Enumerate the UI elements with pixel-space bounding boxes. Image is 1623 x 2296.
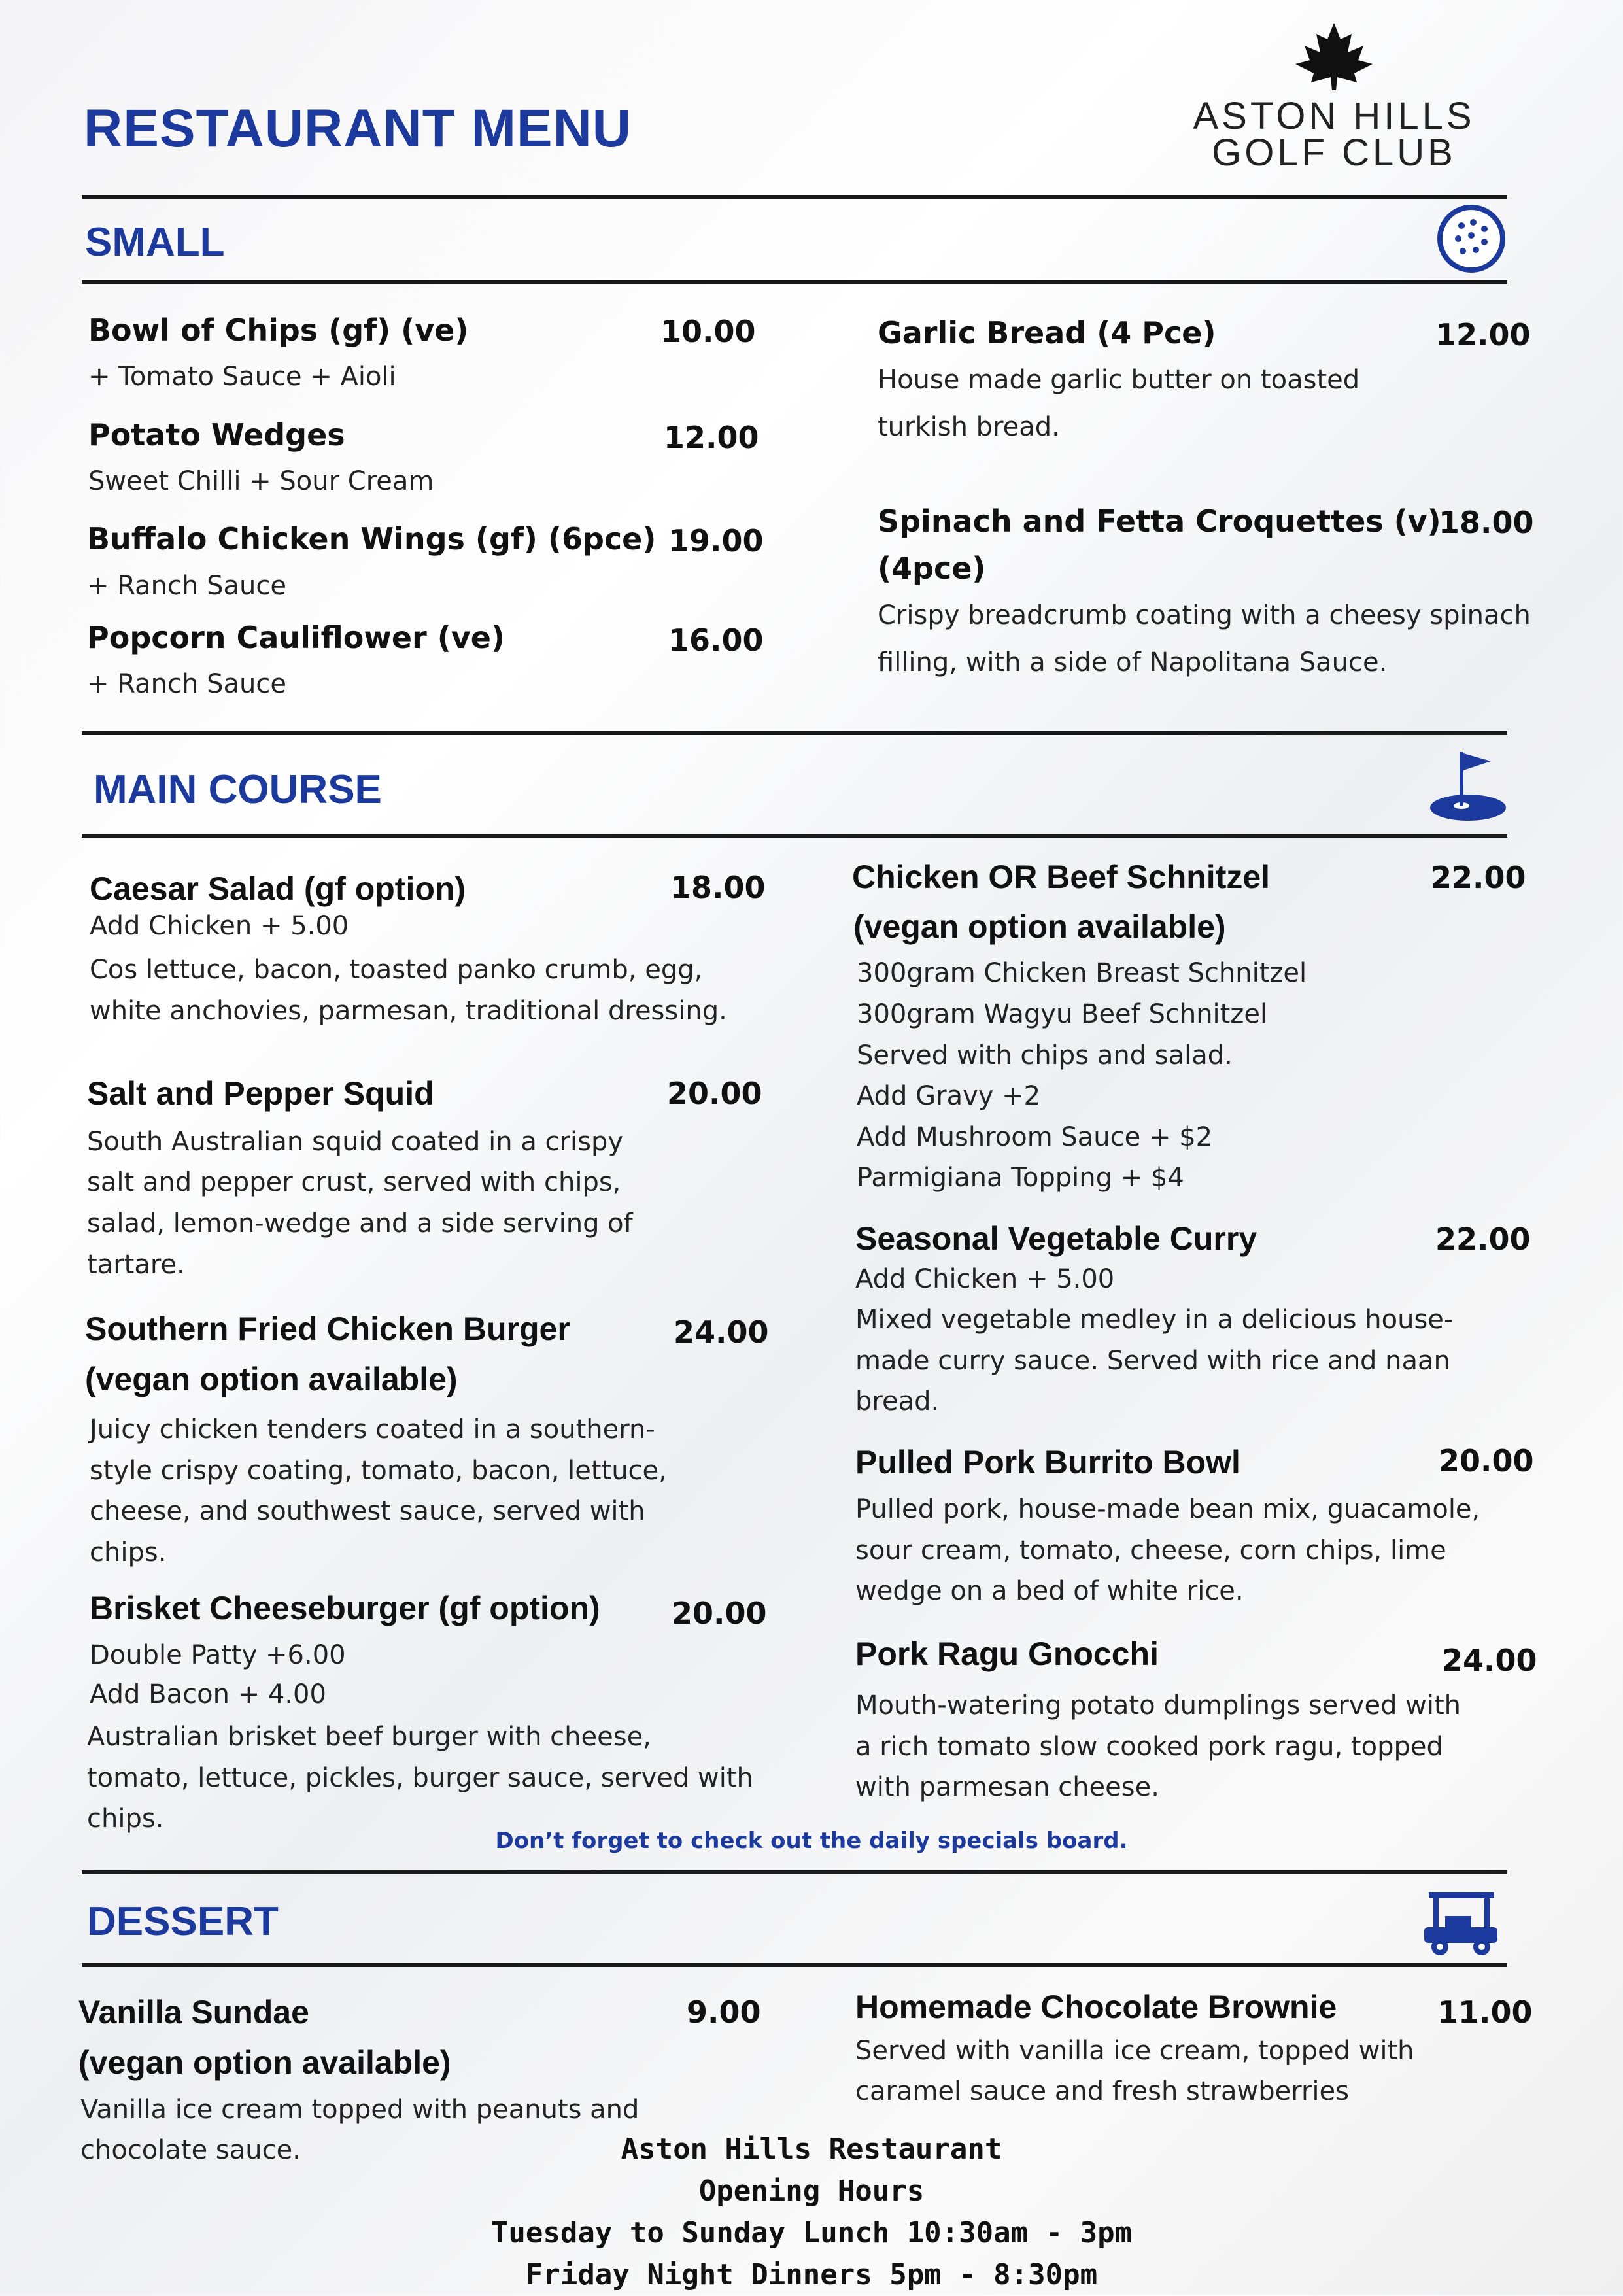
item-price: 24.00 [674, 1314, 769, 1350]
item-description: bread. [855, 1386, 940, 1416]
item-description: South Australian squid coated in a crispy [87, 1127, 623, 1157]
item-price: 16.00 [668, 623, 764, 658]
restaurant-name: Aston Hills Restaurant [621, 2133, 1002, 2166]
section-heading-small: SMALL [85, 220, 225, 265]
dinner-hours: Friday Night Dinners 5pm - 8:30pm [525, 2258, 1098, 2291]
item-price: 20.00 [672, 1596, 767, 1631]
divider [82, 1963, 1507, 1967]
item-name: Pork Ragu Gnocchi [855, 1636, 1159, 1672]
item-name: Salt and Pepper Squid [87, 1075, 434, 1112]
item-description: House made garlic butter on toasted [878, 365, 1360, 395]
item-description: Parmigiana Topping + $4 [857, 1163, 1184, 1193]
item-description: + Ranch Sauce [87, 571, 286, 601]
club-logo-text [1151, 95, 1517, 174]
item-name: Brisket Cheeseburger (gf option) [90, 1590, 600, 1626]
item-addon: Add Bacon + 4.00 [90, 1679, 326, 1709]
item-description: Mixed vegetable medley in a delicious house- [855, 1305, 1454, 1335]
item-price: 20.00 [667, 1076, 762, 1111]
item-name: Seasonal Vegetable Curry [855, 1220, 1257, 1257]
hours-heading: Opening Hours [698, 2174, 925, 2208]
item-addon: Add Chicken + 5.00 [855, 1264, 1115, 1294]
item-description: chips. [87, 1804, 164, 1834]
divider [82, 195, 1507, 199]
item-name: Spinach and Fetta Croquettes (v) [878, 504, 1441, 539]
item-description: Served with chips and salad. [857, 1040, 1233, 1071]
item-description: sour cream, tomato, cheese, corn chips, lime [855, 1535, 1446, 1566]
item-name: Pulled Pork Burrito Bowl [855, 1444, 1240, 1481]
item-name: (vegan option available) [78, 2044, 451, 2081]
logo-line2: GOLF CLUB [1212, 131, 1456, 174]
item-name: Chicken OR Beef Schnitzel [852, 859, 1271, 895]
item-name: Homemade Chocolate Brownie [855, 1989, 1337, 2025]
item-description: + Ranch Sauce [87, 669, 286, 699]
item-description: chips. [90, 1537, 167, 1568]
item-price: 18.00 [1439, 505, 1534, 540]
item-description: Vanilla ice cream topped with peanuts and [80, 2095, 640, 2125]
item-name: Southern Fried Chicken Burger [85, 1311, 570, 1347]
page-title: RESTAURANT MENU [84, 99, 632, 158]
divider [82, 1870, 1507, 1874]
item-name: Buffalo Chicken Wings (gf) (6pce) [87, 521, 657, 557]
item-description: chocolate sauce. [80, 2135, 301, 2165]
item-description: filling, with a side of Napolitana Sauce. [878, 647, 1388, 677]
item-description: made curry sauce. Served with rice and naan [855, 1346, 1450, 1376]
item-description: 300gram Wagyu Beef Schnitzel [857, 999, 1268, 1029]
item-price: 20.00 [1439, 1443, 1534, 1479]
item-name: Potato Wedges [88, 417, 345, 453]
item-price: 22.00 [1431, 860, 1526, 895]
item-description: Add Gravy +2 [857, 1081, 1041, 1111]
item-description: Cos lettuce, bacon, toasted panko crumb, egg, [90, 955, 703, 985]
item-name: Popcorn Cauliflower (ve) [87, 620, 505, 655]
golf-ball-icon [1435, 203, 1507, 275]
item-description: Australian brisket beef burger with cheese, [87, 1722, 651, 1752]
golf-cart-icon [1419, 1887, 1504, 1959]
section-heading-dessert: DESSERT [87, 1899, 279, 1944]
item-description: Served with vanilla ice cream, topped with [855, 2036, 1414, 2066]
item-addon: Double Patty +6.00 [90, 1640, 346, 1670]
opening-hours [0, 2129, 1623, 2296]
item-price: 11.00 [1437, 1995, 1533, 2030]
item-name: Vanilla Sundae [78, 1994, 309, 2030]
item-description: Sweet Chilli + Sour Cream [88, 466, 434, 496]
item-description: tartare. [87, 1250, 185, 1280]
item-description: caramel sauce and fresh strawberries [855, 2076, 1349, 2106]
divider [82, 280, 1507, 284]
item-description: style crispy coating, tomato, bacon, lettuce, [90, 1456, 667, 1486]
item-name: (4pce) [878, 551, 986, 586]
item-description: with parmesan cheese. [855, 1772, 1159, 1802]
item-description: a rich tomato slow cooked pork ragu, topped [855, 1732, 1443, 1762]
lunch-hours: Tuesday to Sunday Lunch 10:30am - 3pm [490, 2216, 1133, 2250]
item-name: Bowl of Chips (gf) (ve) [88, 313, 469, 348]
item-price: 12.00 [1435, 317, 1531, 352]
divider [82, 731, 1507, 735]
item-description: cheese, and southwest sauce, served with [90, 1496, 645, 1526]
item-description: turkish bread. [878, 412, 1060, 442]
item-price: 18.00 [670, 870, 766, 905]
item-description: 300gram Chicken Breast Schnitzel [857, 958, 1307, 988]
item-description: + Tomato Sauce + Aioli [88, 362, 396, 392]
item-description: salt and pepper crust, served with chips, [87, 1167, 621, 1197]
item-description: Mouth-watering potato dumplings served with [855, 1690, 1461, 1721]
item-price: 12.00 [664, 420, 759, 455]
item-description: Juicy chicken tenders coated in a southern- [90, 1414, 655, 1445]
item-price: 19.00 [668, 523, 764, 558]
section-heading-main: MAIN COURSE [94, 767, 382, 812]
golf-flag-icon [1426, 745, 1511, 824]
divider [82, 834, 1507, 838]
item-price: 9.00 [687, 1995, 761, 2030]
item-price: 10.00 [660, 314, 756, 349]
item-addon: Add Chicken + 5.00 [90, 911, 349, 941]
item-name: Caesar Salad (gf option) [90, 870, 466, 907]
item-description: tomato, lettuce, pickles, burger sauce, served with [87, 1763, 753, 1793]
item-description: Crispy breadcrumb coating with a cheesy spinach [878, 600, 1531, 630]
item-description: wedge on a bed of white rice. [855, 1576, 1244, 1606]
item-price: 22.00 [1435, 1222, 1531, 1257]
item-description: salad, lemon-wedge and a side serving of [87, 1208, 633, 1239]
item-name: Garlic Bread (4 Pce) [878, 315, 1216, 351]
maple-leaf-icon [1291, 20, 1376, 92]
specials-note: Don’t forget to check out the daily specials board. [495, 1828, 1128, 1854]
item-name: (vegan option available) [853, 908, 1226, 945]
item-description: white anchovies, parmesan, traditional dressing. [90, 996, 727, 1026]
logo-line1: ASTON HILLS [1193, 95, 1475, 137]
item-price: 24.00 [1442, 1643, 1537, 1678]
item-description: Add Mushroom Sauce + $2 [857, 1122, 1213, 1152]
item-description: Pulled pork, house-made bean mix, guacamole, [855, 1494, 1480, 1524]
item-name: (vegan option available) [85, 1361, 458, 1397]
